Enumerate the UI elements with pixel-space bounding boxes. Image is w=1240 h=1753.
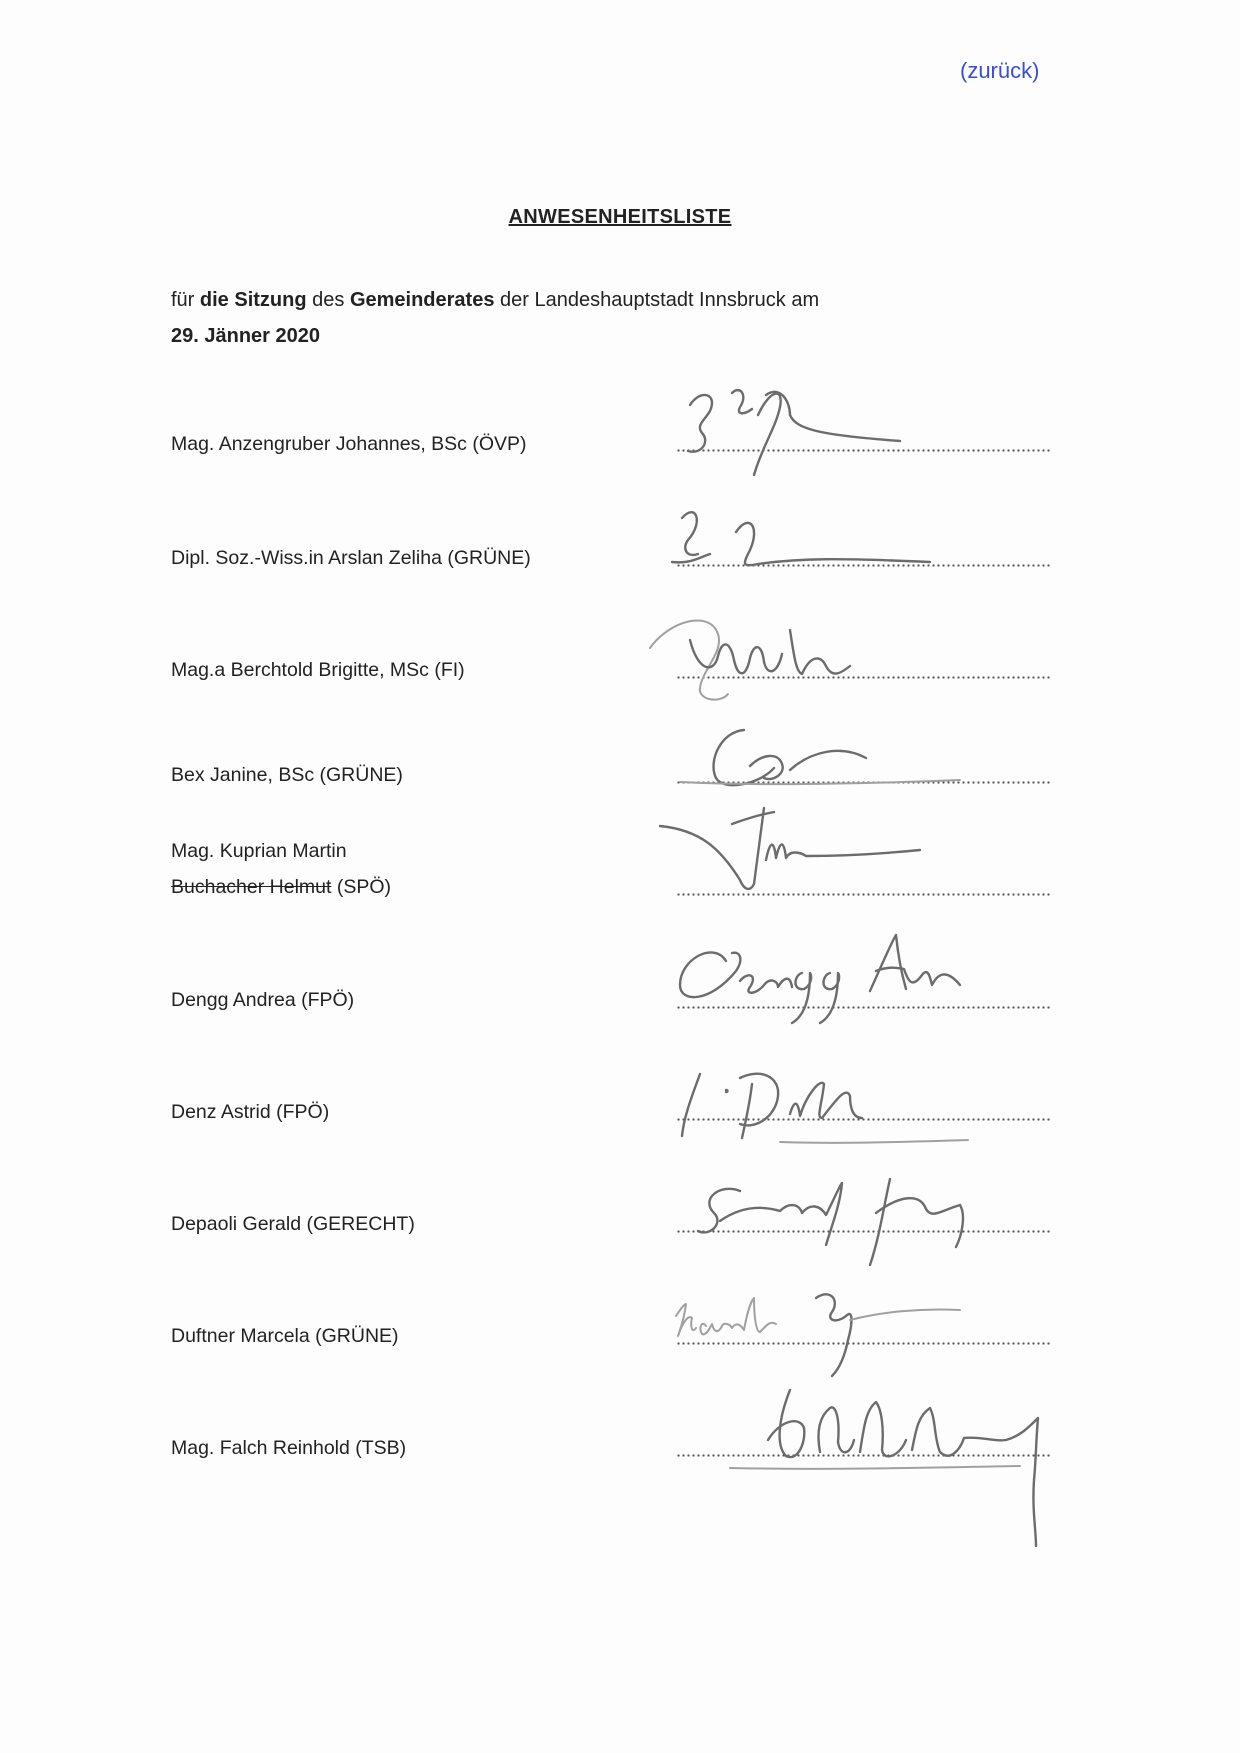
attendee-name: Dipl. Soz.-Wiss.in Arslan Zeliha (GRÜNE) — [171, 547, 531, 569]
attendee-name-multiline — [171, 833, 391, 905]
party-suffix: (SPÖ) — [331, 876, 392, 898]
attendee-name-line2 — [171, 869, 391, 905]
signature-bex — [640, 712, 970, 802]
signature-arslan — [640, 492, 940, 582]
back-link[interactable]: (zurück) — [960, 58, 1040, 83]
attendee-name: Duftner Marcela (GRÜNE) — [171, 1325, 399, 1347]
attendee-name-line1: Mag. Kuprian Martin — [171, 840, 347, 862]
attendee-name: Mag. Anzengruber Johannes, BSc (ÖVP) — [171, 433, 527, 455]
intro-p1: für — [171, 289, 200, 311]
signature-berchtold — [640, 600, 950, 710]
signature-kuprian — [640, 800, 940, 910]
attendee-name: Bex Janine, BSc (GRÜNE) — [171, 764, 403, 786]
signature-denz — [640, 1060, 970, 1150]
intro-line — [171, 282, 819, 318]
attendee-name: Denz Astrid (FPÖ) — [171, 1101, 330, 1123]
signature-depaoli — [640, 1165, 980, 1275]
intro-b2: Gemeinderates — [349, 289, 495, 311]
signature-anzengruber — [640, 375, 940, 495]
meeting-date — [171, 318, 819, 354]
attendee-name: Dengg Andrea (FPÖ) — [171, 989, 355, 1011]
attendee-name: Depaoli Gerald (GERECHT) — [171, 1213, 415, 1235]
attendee-name: Mag.a Berchtold Brigitte, MSc (FI) — [171, 659, 465, 681]
attendee-name: Mag. Falch Reinhold (TSB) — [171, 1437, 407, 1459]
struck-name: Buchacher Helmut — [171, 876, 332, 898]
intro-b1: die Sitzung — [199, 289, 307, 311]
signature-dengg — [640, 915, 970, 1035]
intro-p3: der Landeshauptstadt Innsbruck am — [494, 289, 820, 311]
page-title: ANWESENHEITSLISTE — [508, 206, 732, 228]
signature-duftner — [640, 1280, 970, 1380]
intro-p2: des — [306, 289, 350, 311]
signature-falch — [640, 1380, 1110, 1550]
intro-text — [171, 282, 819, 354]
meeting-date-text: 29. Jänner 2020 — [171, 325, 320, 347]
